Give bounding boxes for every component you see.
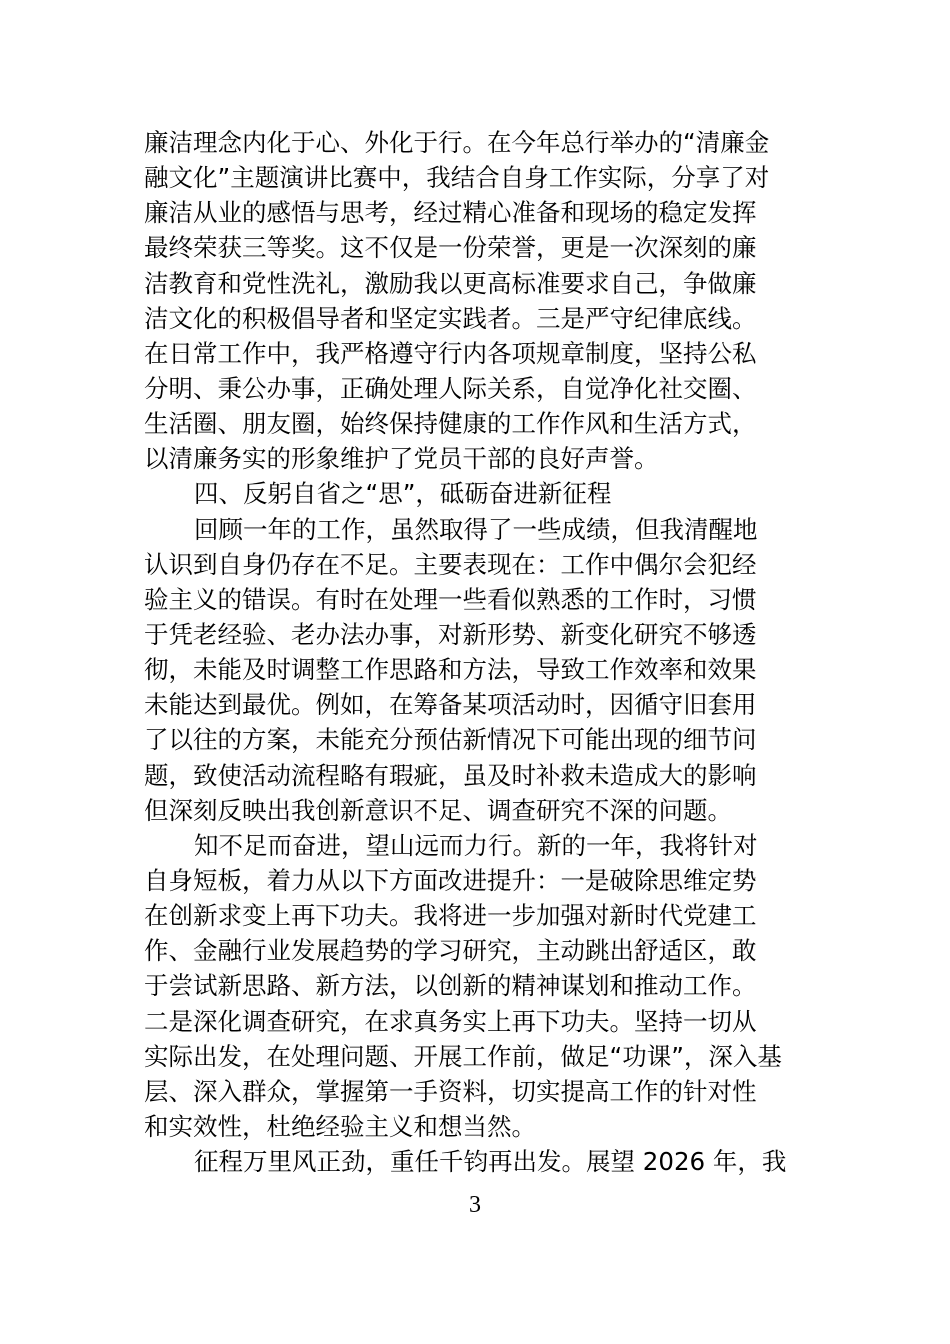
text-line: 但深刻反映出我创新意识不足、调查研究不深的问题。 <box>144 796 732 825</box>
text-line: 二是深化调查研究，在求真务实上再下功夫。坚持一切从 <box>144 1007 757 1036</box>
text-line: 层、深入群众，掌握第一手资料，切实提高工作的针对性 <box>144 1077 757 1106</box>
text-line: 未能达到最优。例如，在筹备某项活动时，因循守旧套用 <box>144 690 757 719</box>
text-line: 题，致使活动流程略有瑕疵，虽及时补救未造成大的影响 <box>144 761 757 790</box>
text-line: 生活圈、朋友圈，始终保持健康的工作作风和生活方式， <box>144 409 757 438</box>
section-heading: 四、反躬自省之“思”，砥砺奋进新征程 <box>194 479 612 508</box>
text-line: 实际出发，在处理问题、开展工作前，做足“功课”，深入基 <box>144 1042 782 1071</box>
text-line: 自身短板，着力从以下方面改进提升：一是破除思维定势 <box>144 866 757 895</box>
text-line: 验主义的错误。有时在处理一些看似熟悉的工作时，习惯 <box>144 585 757 614</box>
text-line: 洁文化的积极倡导者和坚定实践者。三是严守纪律底线。 <box>144 304 757 333</box>
paragraph-first-line: 回顾一年的工作，虽然取得了一些成绩，但我清醒地 <box>194 515 758 544</box>
text-line: 彻，未能及时调整工作思路和方法，导致工作效率和效果 <box>144 655 757 684</box>
text-line: 融文化”主题演讲比赛中，我结合自身工作实际，分享了对 <box>144 163 770 192</box>
text-line: 作、金融行业发展趋势的学习研究，主动跳出舒适区，敢 <box>144 936 757 965</box>
text-line: 认识到自身仍存在不足。主要表现在：工作中偶尔会犯经 <box>144 550 757 579</box>
text-line: 在日常工作中，我严格遵守行内各项规章制度，坚持公私 <box>144 339 757 368</box>
text-line: 分明、秉公办事，正确处理人际关系，自觉净化社交圈、 <box>144 374 757 403</box>
text-line: 洁教育和党性洗礼，激励我以更高标准要求自己，争做廉 <box>144 269 757 298</box>
text-line: 在创新求变上再下功夫。我将进一步加强对新时代党建工 <box>144 901 757 930</box>
page-number: 3 <box>469 1192 481 1218</box>
text-line: 于凭老经验、老办法办事，对新形势、新变化研究不够透 <box>144 620 757 649</box>
text-line: 以清廉务实的形象维护了党员干部的良好声誉。 <box>144 444 659 473</box>
paragraph-first-line: 知不足而奋进，望山远而力行。新的一年，我将针对 <box>194 831 758 860</box>
text-line: 最终荣获三等奖。这不仅是一份荣誉，更是一次深刻的廉 <box>144 233 757 262</box>
text-line: 了以往的方案，未能充分预估新情况下可能出现的细节问 <box>144 725 757 754</box>
text-line: 于尝试新思路、新方法，以创新的精神谋划和推动工作。 <box>144 971 757 1000</box>
paragraph-first-line: 征程万里风正劲，重任千钧再出发。展望 2026 年，我 <box>194 1147 787 1176</box>
text-line: 廉洁从业的感悟与思考，经过精心准备和现场的稳定发挥 <box>144 198 757 227</box>
text-line: 廉洁理念内化于心、外化于行。在今年总行举办的“清廉金 <box>144 128 770 157</box>
text-line: 和实效性，杜绝经验主义和想当然。 <box>144 1112 536 1141</box>
